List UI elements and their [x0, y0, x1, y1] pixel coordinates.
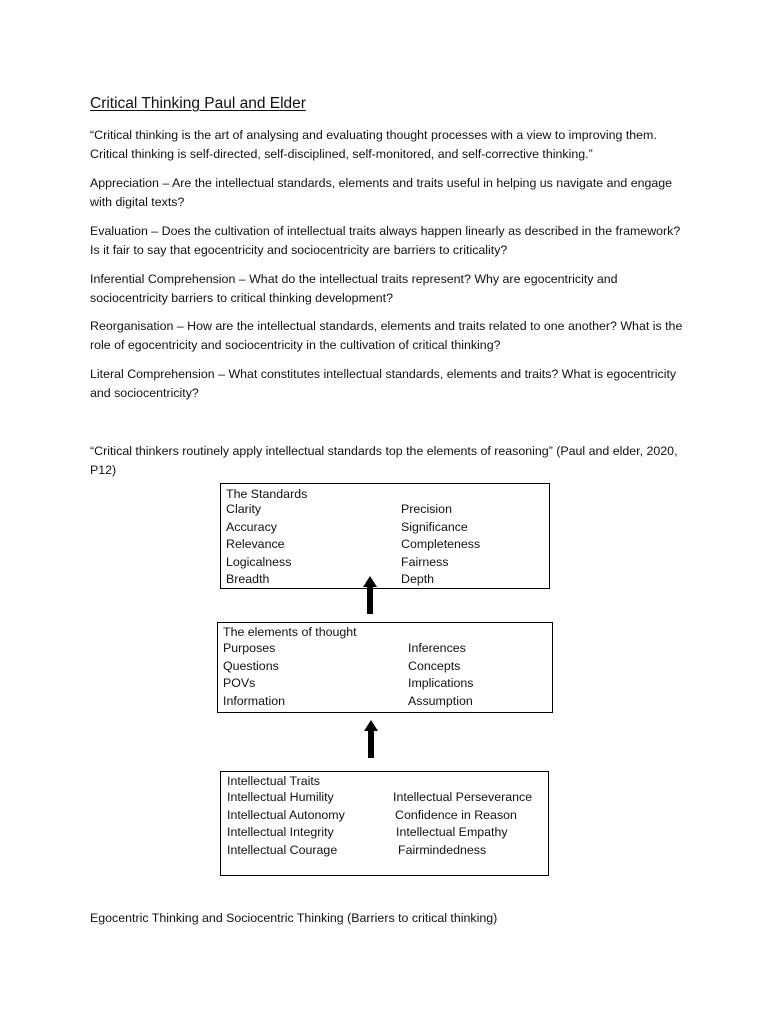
traits-box: [220, 771, 549, 876]
standards-box-title: The Standards: [226, 487, 308, 501]
trait-item: Intellectual Humility: [227, 790, 334, 804]
standard-item: Fairness: [401, 554, 449, 569]
appreciation-paragraph: Appreciation – Are the intellectual standards, elements and traits useful in helping us navigate and engage with digital texts?: [90, 176, 673, 209]
elements-box-title: The elements of thought: [223, 625, 357, 639]
up-arrow-icon: [364, 720, 378, 758]
inferential-comprehension-paragraph: Inferential Comprehension – What do the intellectual traits represent? Why are egocentricity and sociocentricity barriers to critical thinking development?: [90, 272, 618, 305]
standard-item: Breadth: [226, 572, 270, 586]
element-item: Information: [223, 693, 285, 708]
element-item: Questions: [223, 658, 279, 673]
standards-left-column: [226, 501, 291, 589]
elements-right-column: [408, 640, 473, 710]
trait-item: Confidence in Reason: [395, 807, 517, 822]
reorganisation-paragraph: Reorganisation – How are the intellectual standards, elements and traits related to one another? What is the role of egocentricity and sociocentricity in the cultivation of critical thinking?: [90, 319, 683, 352]
trait-item: Intellectual Perseverance: [393, 790, 533, 804]
element-item: Concepts: [408, 658, 461, 673]
element-item: Inferences: [408, 641, 466, 655]
literal-comprehension-paragraph: Literal Comprehension – What constitutes intellectual standards, elements and traits? What is egocentricity and sociocentricity?: [90, 367, 677, 400]
standard-item: Depth: [401, 572, 435, 586]
traits-left-column: [227, 789, 345, 859]
element-item: POVs: [223, 676, 256, 690]
element-item: Purposes: [223, 641, 276, 655]
trait-item: Intellectual Autonomy: [227, 807, 345, 822]
barriers-heading: Egocentric Thinking and Sociocentric Thinking (Barriers to critical thinking): [90, 911, 498, 925]
traits-right-column: [393, 789, 532, 859]
standards-right-column: [401, 501, 480, 589]
standard-item: Logicalness: [226, 554, 292, 569]
trait-item: Intellectual Courage: [227, 842, 338, 857]
definition-paragraph: “Critical thinking is the art of analysing and evaluating thought processes with a view to improving them. Critical thinking is self-directed, self-disciplined, self-monitored, and self-corrective thinking.”: [90, 128, 657, 161]
up-arrow-icon: [363, 576, 377, 614]
elements-box: [217, 622, 553, 713]
trait-item: Intellectual Integrity: [227, 825, 334, 839]
elements-left-column: [223, 640, 285, 710]
standard-item: Significance: [401, 519, 468, 534]
standard-item: Precision: [401, 502, 452, 516]
standard-item: Completeness: [401, 537, 481, 551]
paul-elder-quote: “Critical thinkers routinely apply intellectual standards top the elements of reasoning” (Paul and elder, 2020, P12): [90, 444, 678, 477]
traits-box-title: Intellectual Traits: [227, 774, 320, 788]
element-item: Assumption: [408, 693, 473, 708]
standards-box: [220, 483, 550, 589]
evaluation-paragraph: Evaluation – Does the cultivation of intellectual traits always happen linearly as described in the framework? Is it fair to say that egocentricity and sociocentricity are barriers to criticality?: [90, 224, 681, 257]
trait-item: Intellectual Empathy: [396, 825, 508, 839]
element-item: Implications: [408, 676, 474, 690]
standard-item: Relevance: [226, 537, 285, 551]
trait-item: Fairmindedness: [398, 842, 487, 857]
standard-item: Accuracy: [226, 519, 277, 534]
standard-item: Clarity: [226, 502, 262, 516]
document-title: Critical Thinking Paul and Elder: [90, 95, 306, 112]
